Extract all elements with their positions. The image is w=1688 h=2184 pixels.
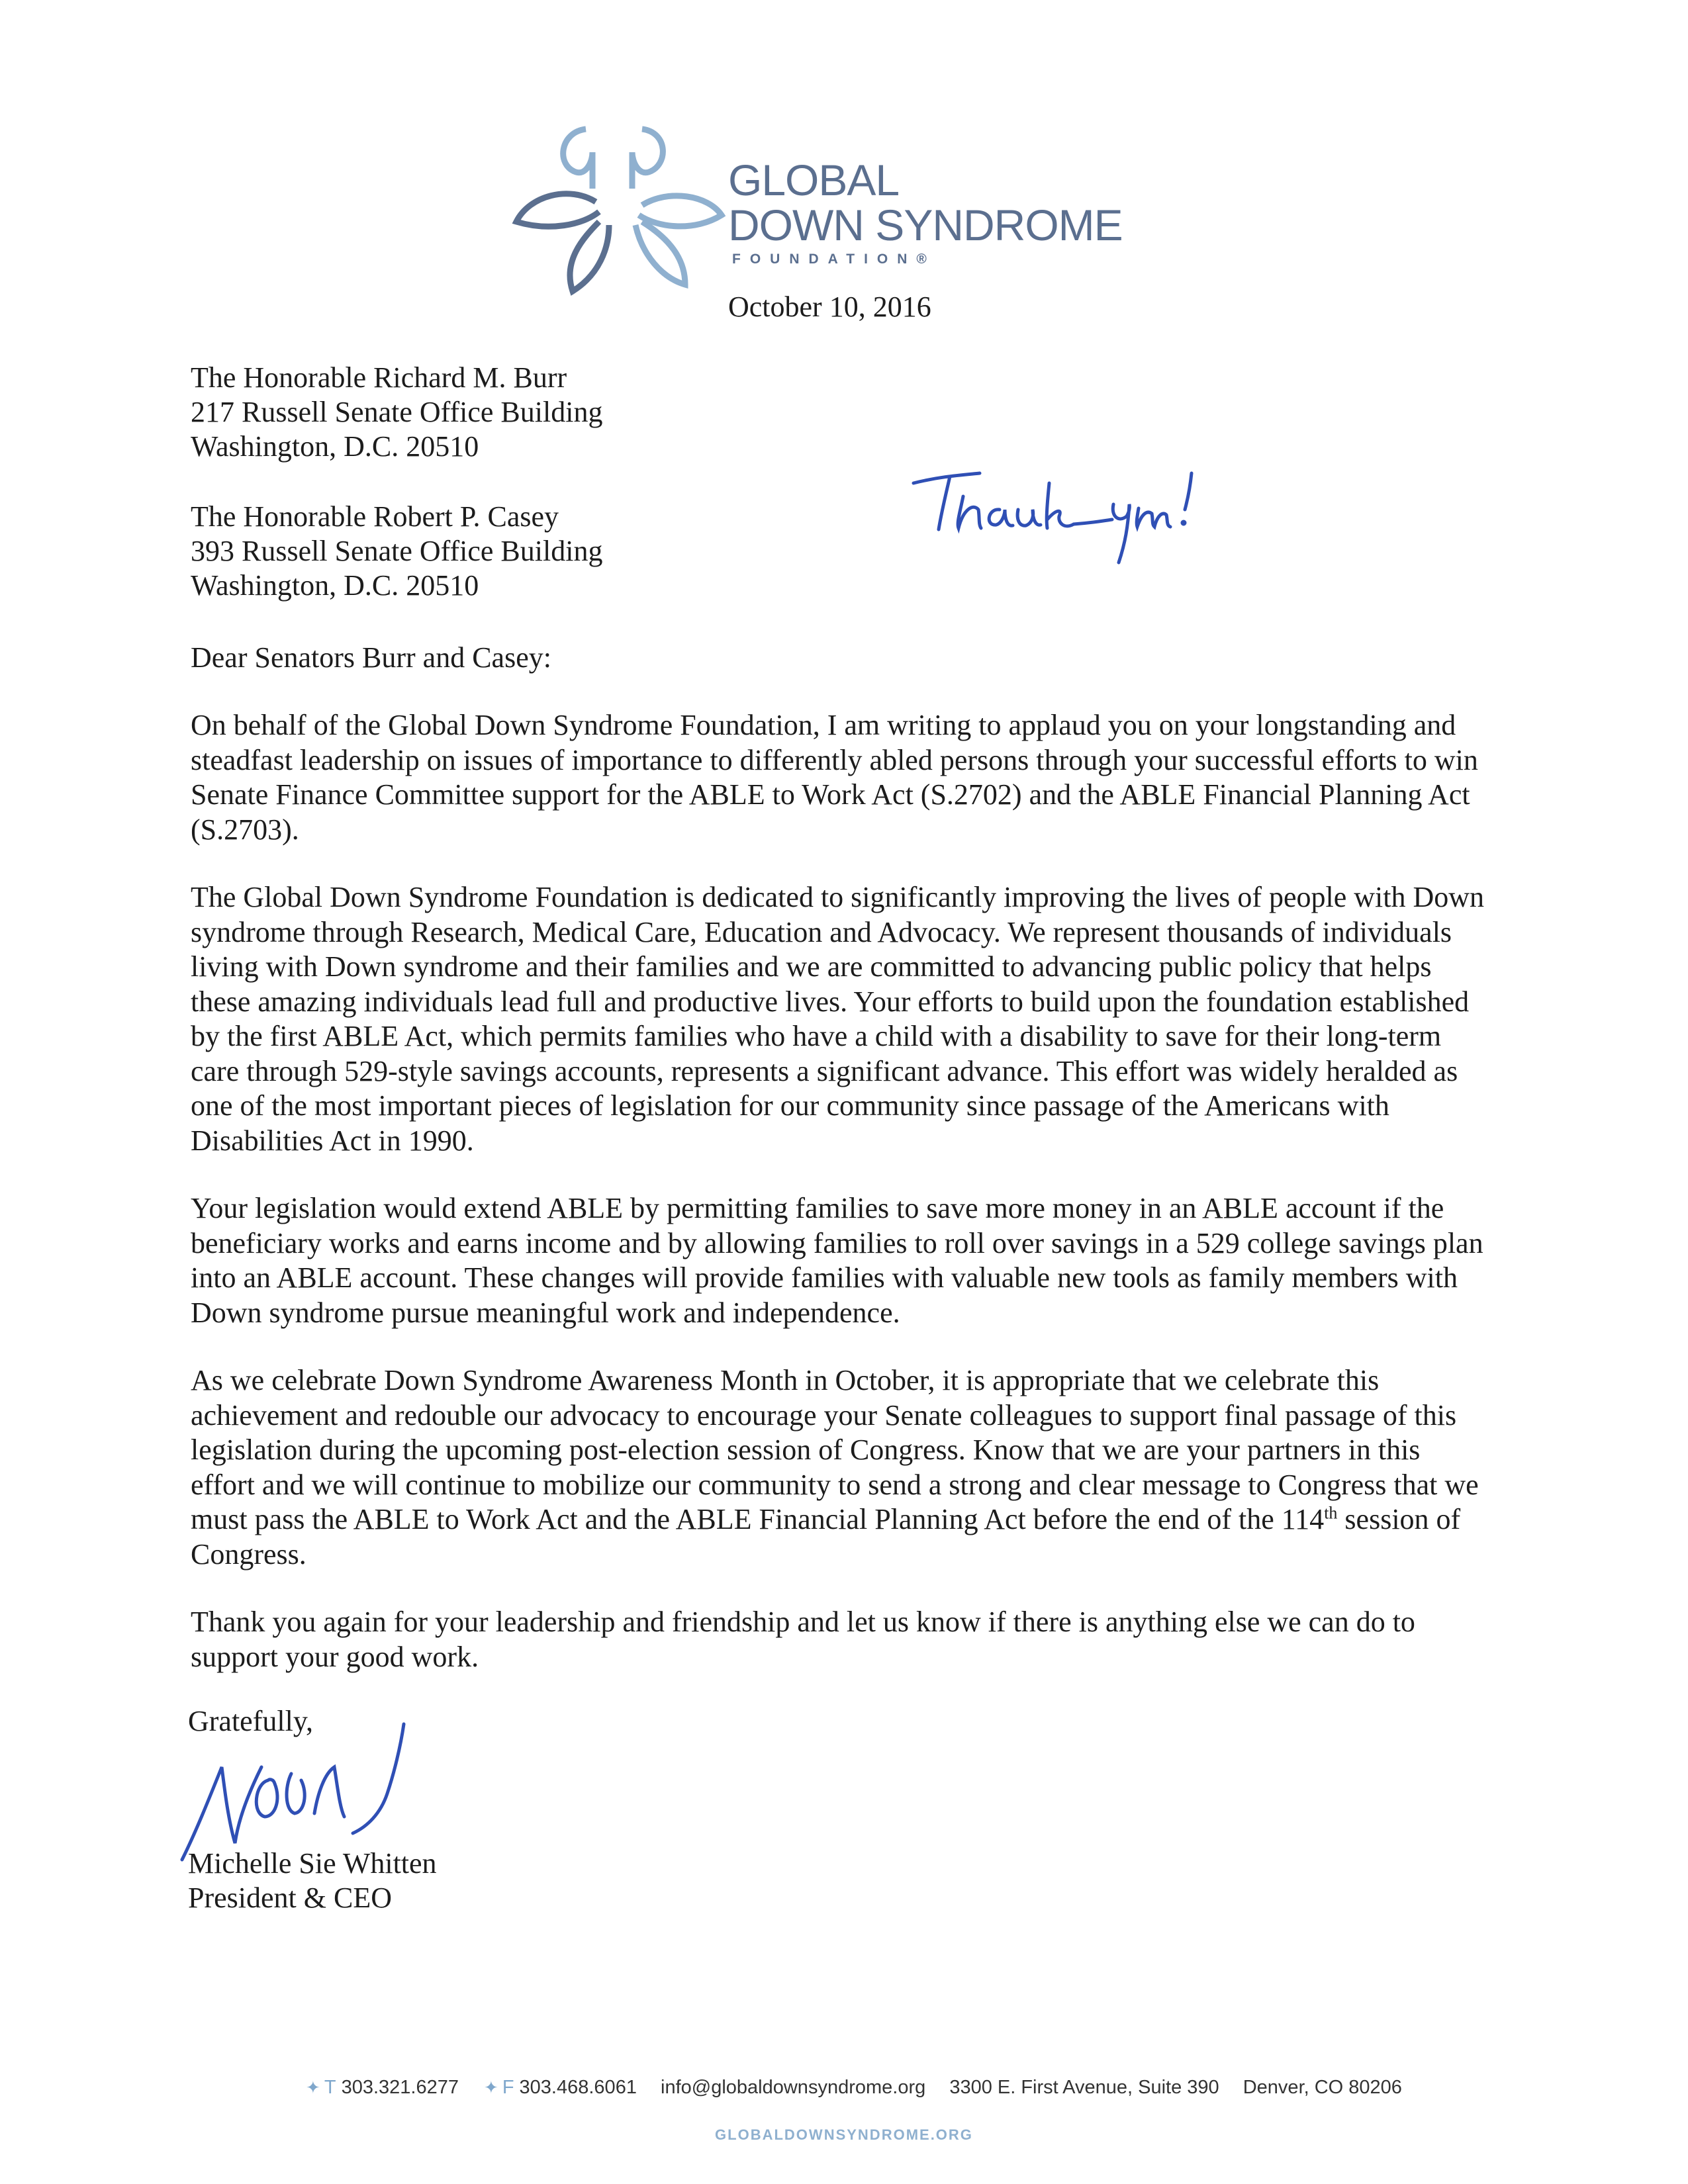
- signer-title: President & CEO: [188, 1882, 392, 1914]
- signer-name: Michelle Sie Whitten: [188, 1847, 437, 1880]
- butterfly-leaf-logo-icon: [510, 116, 735, 308]
- org-name-line1: GLOBAL: [728, 156, 900, 205]
- body-text: As we celebrate Down Syndrome Awareness Month in October, it is appropriate that we celebrate this achievement and redouble our advocacy to encourage your Senate colleagues to support final passage of this legislation during the upcoming post-election session of Congress. Know that we are your partners in this effort and we will continue to mobilize our community to send a strong and clear message to Congress that we must pass the ABLE to Work Act and the ABLE Financial Planning Act before the end of the 114: [191, 1364, 1479, 1535]
- body-text: session of Congress.: [191, 1503, 1461, 1570]
- leaf-bullet-icon: ✦: [306, 2077, 320, 2097]
- closing: Gratefully,: [188, 1705, 313, 1737]
- recipient-address-line2: Washington, D.C. 20510: [191, 569, 479, 602]
- body-paragraph: Your legislation would extend ABLE by permitting families to save more money in an ABLE account if the beneficiary works and earns income and by allowing families to roll over savings in a 529 college savings plan into an ABLE account. These changes will provide families with valuable new tools as family members with Down syndrome pursue meaningful work and independence.: [191, 1192, 1483, 1329]
- fax-label: F: [502, 2077, 514, 2098]
- ordinal-suffix: th: [1324, 1503, 1338, 1523]
- body-paragraph: On behalf of the Global Down Syndrome Foundation, I am writing to applaud you on your longstanding and steadfast leadership on issues of importance to differently abled persons through your successful efforts to win Senate Finance Committee support for the ABLE to Work Act (S.2702) and the ABLE Financial Planning Act (S.2703).: [191, 709, 1478, 846]
- street-address: 3300 E. First Avenue, Suite 390: [949, 2077, 1219, 2098]
- fax-number: 303.468.6061: [519, 2077, 637, 2098]
- website-url: GLOBALDOWNSYNDROME.ORG: [715, 2126, 973, 2143]
- recipient-block: [191, 500, 602, 603]
- recipient-address-line1: 393 Russell Senate Office Building: [191, 535, 603, 567]
- recipient-address-line2: Washington, D.C. 20510: [191, 430, 479, 463]
- signer-block: [188, 1846, 437, 1915]
- salutation: Dear Senators Burr and Casey:: [191, 641, 551, 674]
- body-paragraph: Thank you again for your leadership and friendship and let us know if there is anything else we can do to support your good work.: [191, 1606, 1415, 1673]
- handwritten-thank-you-note: [900, 457, 1205, 576]
- phone-number: 303.321.6277: [341, 2077, 459, 2098]
- org-name-line2: DOWN SYNDROME: [728, 201, 1123, 250]
- email-address: info@globaldownsyndrome.org: [661, 2077, 926, 2098]
- recipient-name: The Honorable Richard M. Burr: [191, 361, 567, 394]
- org-name-line3: FOUNDATION®: [732, 251, 936, 267]
- recipient-address-line1: 217 Russell Senate Office Building: [191, 396, 603, 428]
- city-address: Denver, CO 80206: [1243, 2077, 1402, 2098]
- organization-name: [728, 158, 1123, 248]
- body-paragraph: [191, 1363, 1488, 1572]
- recipient-block: [191, 361, 602, 464]
- leaf-bullet-icon: ✦: [484, 2077, 498, 2097]
- footer-contact: [0, 2077, 1688, 2099]
- letter-date: October 10, 2016: [728, 291, 931, 323]
- body-paragraph: The Global Down Syndrome Foundation is dedicated to significantly improving the lives of people with Down syndrome through Research, Medical Care, Education and Advocacy. We represent thousands of individuals living with Down syndrome and their families and we are committed to advancing public policy that helps these amazing individuals lead full and productive lives. Your efforts to build upon the foundation established by the first ABLE Act, which permits families who have a child with a disability to save for their long-term care through 529-style savings accounts, represents a significant advance. This effort was widely heralded as one of the most important pieces of legislation for our community since passage of the Americans with Disabilities Act in 1990.: [191, 881, 1485, 1157]
- recipient-name: The Honorable Robert P. Casey: [191, 500, 559, 533]
- phone-label: T: [324, 2077, 336, 2098]
